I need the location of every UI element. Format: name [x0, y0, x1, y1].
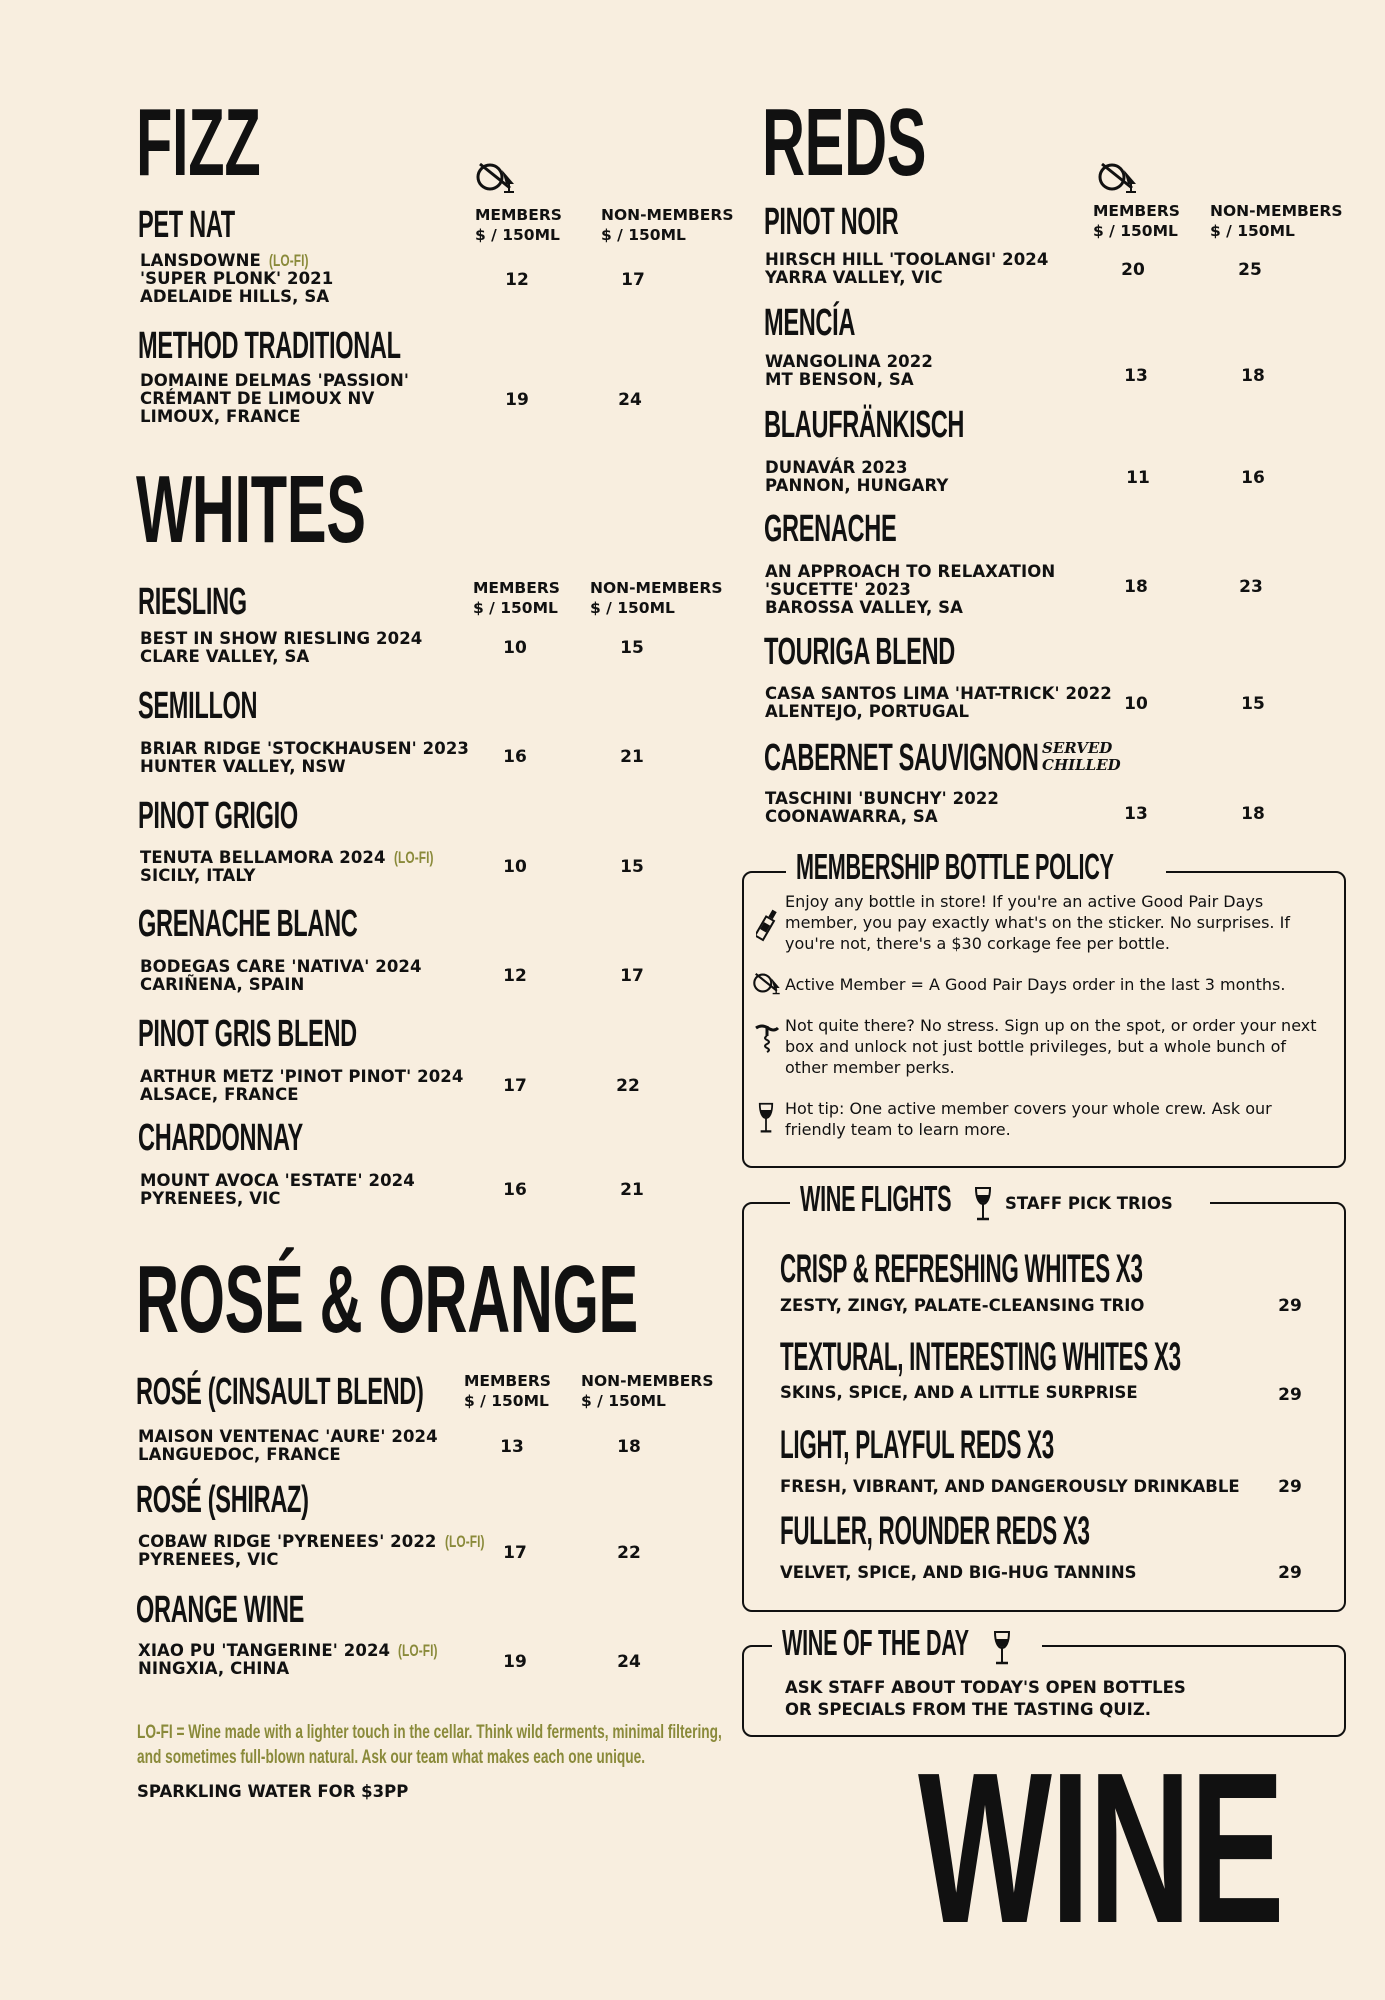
wine-cobaw-ridge: COBAW RIDGE 'PYRENEES' 2022 (LO-FI) PYRENEES, VIC	[138, 1532, 484, 1569]
membership-policy-title: MEMBERSHIP BOTTLE POLICY	[786, 848, 1166, 892]
fizz-members-header: MEMBERS $ / 150ML	[475, 206, 562, 244]
lofi-badge: (LO-FI)	[444, 1532, 484, 1551]
wine-hirsch-hill: HIRSCH HILL 'TOOLANGI' 2024 YARRA VALLEY, VIC	[765, 250, 1049, 287]
price-members: 11	[1126, 468, 1150, 488]
flight-price: 29	[1278, 1563, 1302, 1583]
category-grenache: GRENACHE	[764, 508, 897, 550]
member-icon	[752, 971, 782, 995]
wine-maison-ventenac: MAISON VENTENAC 'AURE' 2024 LANGUEDOC, FRANCE	[138, 1427, 438, 1464]
flight-desc: VELVET, SPICE, AND BIG-HUG TANNINS	[780, 1563, 1137, 1582]
price-nonmembers: 15	[1241, 694, 1265, 714]
category-rose-shiraz: ROSÉ (SHIRAZ)	[136, 1479, 309, 1521]
wine-flights-title: WINE FLIGHTS	[800, 1178, 952, 1219]
category-pinot-noir: PINOT NOIR	[764, 201, 899, 243]
price-nonmembers: 16	[1241, 468, 1265, 488]
flight-name: CRISP & REFRESHING WHITES X3	[780, 1247, 1143, 1291]
price-members: 10	[503, 638, 527, 658]
price-members: 17	[503, 1543, 527, 1563]
rose-members-header: MEMBERS $ / 150ML	[464, 1372, 551, 1410]
price-nonmembers: 23	[1239, 577, 1263, 597]
price-members: 18	[1124, 577, 1148, 597]
price-nonmembers: 24	[618, 390, 642, 410]
wine-tenuta-bellamora: TENUTA BELLAMORA 2024 (LO-FI) SICILY, ITALY	[140, 848, 434, 885]
price-members: 16	[503, 747, 527, 767]
price-nonmembers: 15	[620, 638, 644, 658]
wine-briar-ridge: BRIAR RIDGE 'STOCKHAUSEN' 2023 HUNTER VALLEY, NSW	[140, 739, 470, 776]
category-blaufrankisch: BLAUFRÄNKISCH	[764, 404, 965, 446]
price-nonmembers: 15	[620, 857, 644, 877]
wine-best-in-show: BEST IN SHOW RIESLING 2024 CLARE VALLEY, SA	[140, 629, 423, 666]
price-nonmembers: 17	[621, 270, 645, 290]
price-nonmembers: 18	[617, 1437, 641, 1457]
category-grenache-blanc: GRENACHE BLANC	[138, 903, 358, 945]
wotd-line-1: ASK STAFF ABOUT TODAY'S OPEN BOTTLES	[785, 1678, 1186, 1697]
wine-of-the-day-header	[772, 1624, 1042, 1668]
flight-desc: ZESTY, ZINGY, PALATE-CLEANSING TRIO	[780, 1296, 1145, 1315]
category-pinot-grigio: PINOT GRIGIO	[138, 795, 298, 837]
corkscrew-icon	[754, 1022, 780, 1056]
flight-name: LIGHT, PLAYFUL REDS X3	[780, 1423, 1054, 1467]
flight-desc: FRESH, VIBRANT, AND DANGEROUSLY DRINKABLE	[780, 1477, 1240, 1496]
wine-wangolina: WANGOLINA 2022 MT BENSON, SA	[765, 352, 933, 389]
category-method-traditional: METHOD TRADITIONAL	[138, 325, 401, 367]
flight-name: FULLER, ROUNDER REDS X3	[780, 1509, 1090, 1553]
policy-text-3: Not quite there? No stress. Sign up on the spot, or order your next box and unlock not just bottle privileges, but a whole bunch of other member perks.	[785, 1016, 1317, 1077]
policy-text-1: Enjoy any bottle in store! If you're an active Good Pair Days member, you pay exactly what's on the sticker. No surprises. If you're not, there's a $30 corkage fee per bottle.	[785, 892, 1290, 953]
price-nonmembers: 25	[1238, 260, 1262, 280]
category-orange-wine: ORANGE WINE	[136, 1589, 305, 1631]
price-nonmembers: 18	[1241, 804, 1265, 824]
wine-domaine-delmas: DOMAINE DELMAS 'PASSION' CRÉMANT DE LIMOUX NV LIMOUX, FRANCE	[140, 371, 410, 426]
wine-glass-icon	[992, 1630, 1012, 1666]
category-pet-nat: PET NAT	[138, 204, 235, 246]
member-icon	[1098, 160, 1138, 194]
category-mencia: MENCÍA	[764, 302, 856, 344]
category-semillon: SEMILLON	[138, 685, 258, 727]
wine-of-the-day-title: WINE OF THE DAY	[782, 1622, 969, 1663]
whites-members-header: MEMBERS $ / 150ML	[473, 579, 560, 617]
wine-glass-icon	[973, 1186, 993, 1222]
wine-flights-subtitle: STAFF PICK TRIOS	[1005, 1194, 1173, 1213]
wine-bottle-icon	[756, 908, 778, 942]
price-nonmembers: 24	[617, 1652, 641, 1672]
lofi-badge: (LO-FI)	[393, 848, 434, 867]
price-members: 19	[505, 390, 529, 410]
price-nonmembers: 21	[620, 1180, 644, 1200]
price-nonmembers: 22	[616, 1076, 640, 1096]
price-nonmembers: 22	[617, 1543, 641, 1563]
reds-members-header: MEMBERS $ / 150ML	[1093, 202, 1180, 240]
category-pinot-gris-blend: PINOT GRIS BLEND	[138, 1013, 357, 1055]
fizz-nonmembers-header: NON-MEMBERS $ / 150ML	[601, 206, 734, 244]
wine-arthur-metz: ARTHUR METZ 'PINOT PINOT' 2024 ALSACE, FRANCE	[140, 1067, 464, 1104]
category-rose-cinsault: ROSÉ (CINSAULT BLEND)	[136, 1371, 424, 1413]
policy-text-4: Hot tip: One active member covers your whole crew. Ask our friendly team to learn more.	[785, 1099, 1272, 1139]
wotd-line-2: OR SPECIALS FROM THE TASTING QUIZ.	[785, 1700, 1152, 1719]
price-members: 13	[500, 1437, 524, 1457]
price-members: 16	[503, 1180, 527, 1200]
served-chilled-note: SERVED CHILLED	[1042, 739, 1121, 774]
member-icon	[476, 160, 516, 194]
whites-section-title: WHITES	[136, 456, 366, 563]
price-members: 10	[503, 857, 527, 877]
whites-nonmembers-header: NON-MEMBERS $ / 150ML	[590, 579, 723, 617]
reds-nonmembers-header: NON-MEMBERS $ / 150ML	[1210, 202, 1343, 240]
flight-price: 29	[1278, 1385, 1302, 1405]
category-cabernet-sauvignon: CABERNET SAUVIGNON	[764, 737, 1039, 779]
price-members: 12	[505, 270, 529, 290]
wine-casa-santos-lima: CASA SANTOS LIMA 'HAT-TRICK' 2022 ALENTEJO, PORTUGAL	[765, 684, 1112, 721]
price-members: 13	[1124, 804, 1148, 824]
wine-taschini: TASCHINI 'BUNCHY' 2022 COONAWARRA, SA	[765, 789, 999, 826]
rose-nonmembers-header: NON-MEMBERS $ / 150ML	[581, 1372, 714, 1410]
price-members: 12	[503, 966, 527, 986]
category-riesling: RIESLING	[138, 581, 247, 623]
price-members: 10	[1124, 694, 1148, 714]
lofi-badge: (LO-FI)	[268, 251, 309, 270]
wine-xiao-pu: XIAO PU 'TANGERINE' 2024 (LO-FI) NINGXIA, CHINA	[138, 1641, 438, 1678]
flight-name: TEXTURAL, INTERESTING WHITES X3	[780, 1335, 1181, 1379]
rose-orange-section-title: ROSÉ & ORANGE	[136, 1246, 638, 1353]
lofi-note: LO-FI = Wine made with a lighter touch in the cellar. Think wild ferments, minimal filtering, and sometimes full-blown natural. Ask our team what makes each one unique.	[137, 1722, 722, 1768]
price-members: 13	[1124, 366, 1148, 386]
wine-dunavar: DUNAVÁR 2023 PANNON, HUNGARY	[765, 458, 949, 495]
wine-an-approach: AN APPROACH TO RELAXATION 'SUCETTE' 2023 BAROSSA VALLEY, SA	[765, 562, 1056, 617]
reds-section-title: REDS	[762, 89, 927, 196]
category-touriga-blend: TOURIGA BLEND	[764, 631, 955, 673]
wine-bodegas-care: BODEGAS CARE 'NATIVA' 2024 CARIÑENA, SPAIN	[140, 957, 422, 994]
wine-mount-avoca: MOUNT AVOCA 'ESTATE' 2024 PYRENEES, VIC	[140, 1171, 415, 1208]
price-nonmembers: 17	[620, 966, 644, 986]
flight-desc: SKINS, SPICE, AND A LITTLE SURPRISE	[780, 1383, 1138, 1402]
policy-text-2: Active Member = A Good Pair Days order in the last 3 months.	[785, 975, 1286, 994]
wine-flights-header	[790, 1180, 1210, 1224]
price-nonmembers: 21	[620, 747, 644, 767]
sparkling-water-note: SPARKLING WATER FOR $3PP	[137, 1782, 409, 1801]
fizz-section-title: FIZZ	[136, 89, 261, 196]
price-members: 19	[503, 1652, 527, 1672]
flight-price: 29	[1278, 1296, 1302, 1316]
price-members: 17	[503, 1076, 527, 1096]
category-chardonnay: CHARDONNAY	[138, 1117, 303, 1159]
wine-glass-icon	[756, 1102, 776, 1134]
flight-price: 29	[1278, 1477, 1302, 1497]
wine-lansdowne: LANSDOWNE (LO-FI) 'SUPER PLONK' 2021 ADELAIDE HILLS, SA	[140, 251, 334, 306]
lofi-badge: (LO-FI)	[398, 1641, 438, 1660]
price-nonmembers: 18	[1241, 366, 1265, 386]
price-members: 20	[1121, 260, 1145, 280]
wine-logo-word: WINE	[918, 1727, 1284, 1968]
